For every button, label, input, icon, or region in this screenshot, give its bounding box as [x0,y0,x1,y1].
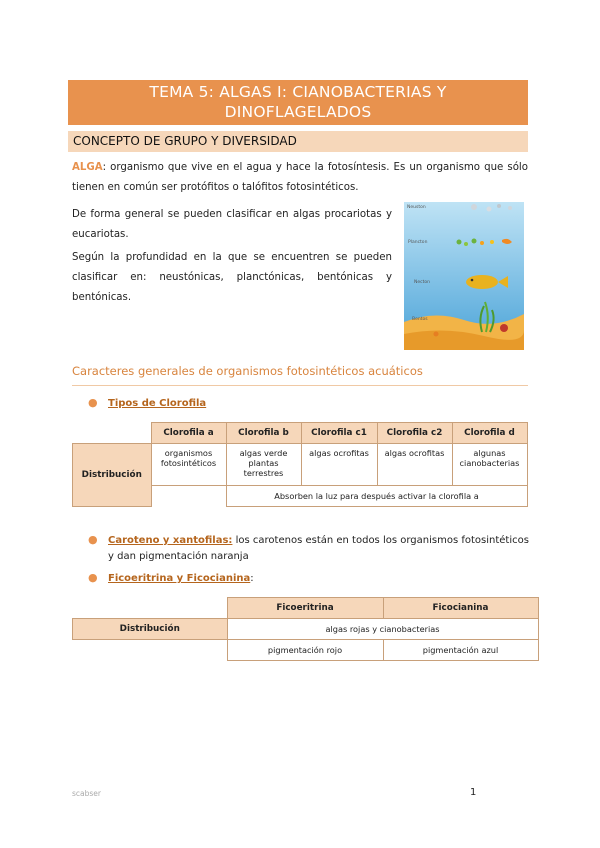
zone-label-plancton: Plancton [408,240,428,245]
subheading-rule [72,385,528,386]
link-ficoeritrina-ficocianina[interactable]: Ficoeritrina y Ficocianina [108,573,251,584]
page-number: 1 [470,787,477,798]
depth-paragraph: Según la profundidad en la que se encuentren se pueden clasificar en: neustónicas, planctónicas, bentónicas y bentónicas. [72,252,392,303]
clorofila-table [72,422,528,507]
col-header: Ficocianina [383,598,538,619]
link-tipos-clorofila[interactable]: Tipos de Clorofila [108,398,207,409]
table-empty-cell [73,640,228,661]
table-cell: pigmentación rojo [227,640,383,661]
bullet-caroteno [88,532,529,565]
zone-label-bentos: Bentos [412,317,428,322]
bullet-dot: ● [88,571,98,584]
table-cell: algas ocrofitas [377,444,452,486]
row-label: Distribución [73,619,228,640]
col-header: Clorofila d [452,423,527,444]
bullet-ficoeritrina [88,570,254,587]
ocean-illustration [404,202,524,350]
ficoeritrina-colon: : [250,573,254,584]
row-label: Distribución [73,444,152,507]
col-header: Clorofila c2 [377,423,452,444]
bullet-dot: ● [88,533,98,546]
aquatic-zones-figure [404,202,524,350]
title-line-2: DINOFLAGELADOS [224,103,372,121]
ficobiliproteina-table [72,597,539,661]
classification-paragraph: De forma general se pueden clasificar en algas procariotas y eucariotas. [72,209,392,240]
caroteno-text: los carotenos están en todos los organismos fotosintéticos [232,535,529,546]
zone-label-neuston: Neuston [407,205,426,210]
col-header: Ficoeritrina [227,598,383,619]
footer-author: scabser [72,789,101,798]
caroteno-text-line2: y dan pigmentación naranja [108,551,249,562]
alga-term: ALGA [72,162,103,173]
table-cell: algas verde plantas terrestres [226,444,301,486]
table-cell: algas ocrofitas [301,444,377,486]
table-empty-cell [151,486,226,507]
col-header: Clorofila b [226,423,301,444]
table-cell: algunas cianobacterias [452,444,527,486]
table-cell: organismos fotosintéticos [151,444,226,486]
table-empty-corner [73,423,152,444]
crab [500,324,508,332]
title-line-1: TEMA 5: ALGAS I: CIANOBACTERIAS Y [149,83,447,101]
alga-definition-text: : organismo que vive en el agua y hace la fotosíntesis. Es un organismo que sólo tienen en común ser protófitos o talófitos fotosintéticos. [72,162,528,193]
zone-label-necton: Necton [414,280,430,285]
col-header: Clorofila a [151,423,226,444]
link-caroteno-xantofilas[interactable]: Caroteno y xantofilas: [108,535,233,546]
alga-definition [72,158,528,198]
bullet-clorofila [88,395,206,412]
section-heading: CONCEPTO DE GRUPO Y DIVERSIDAD [68,131,528,152]
table-cell: pigmentación azul [383,640,538,661]
col-header: Clorofila c1 [301,423,377,444]
table-note: Absorben la luz para después activar la clorofila a [226,486,527,507]
table-empty-corner [73,598,228,619]
subheading: Caracteres generales de organismos fotosintéticos acuáticos [72,364,423,378]
starfish [434,332,439,337]
table-merged-cell: algas rojas y cianobacterias [227,619,538,640]
bullet-dot: ● [88,396,98,409]
document-title [68,80,528,125]
